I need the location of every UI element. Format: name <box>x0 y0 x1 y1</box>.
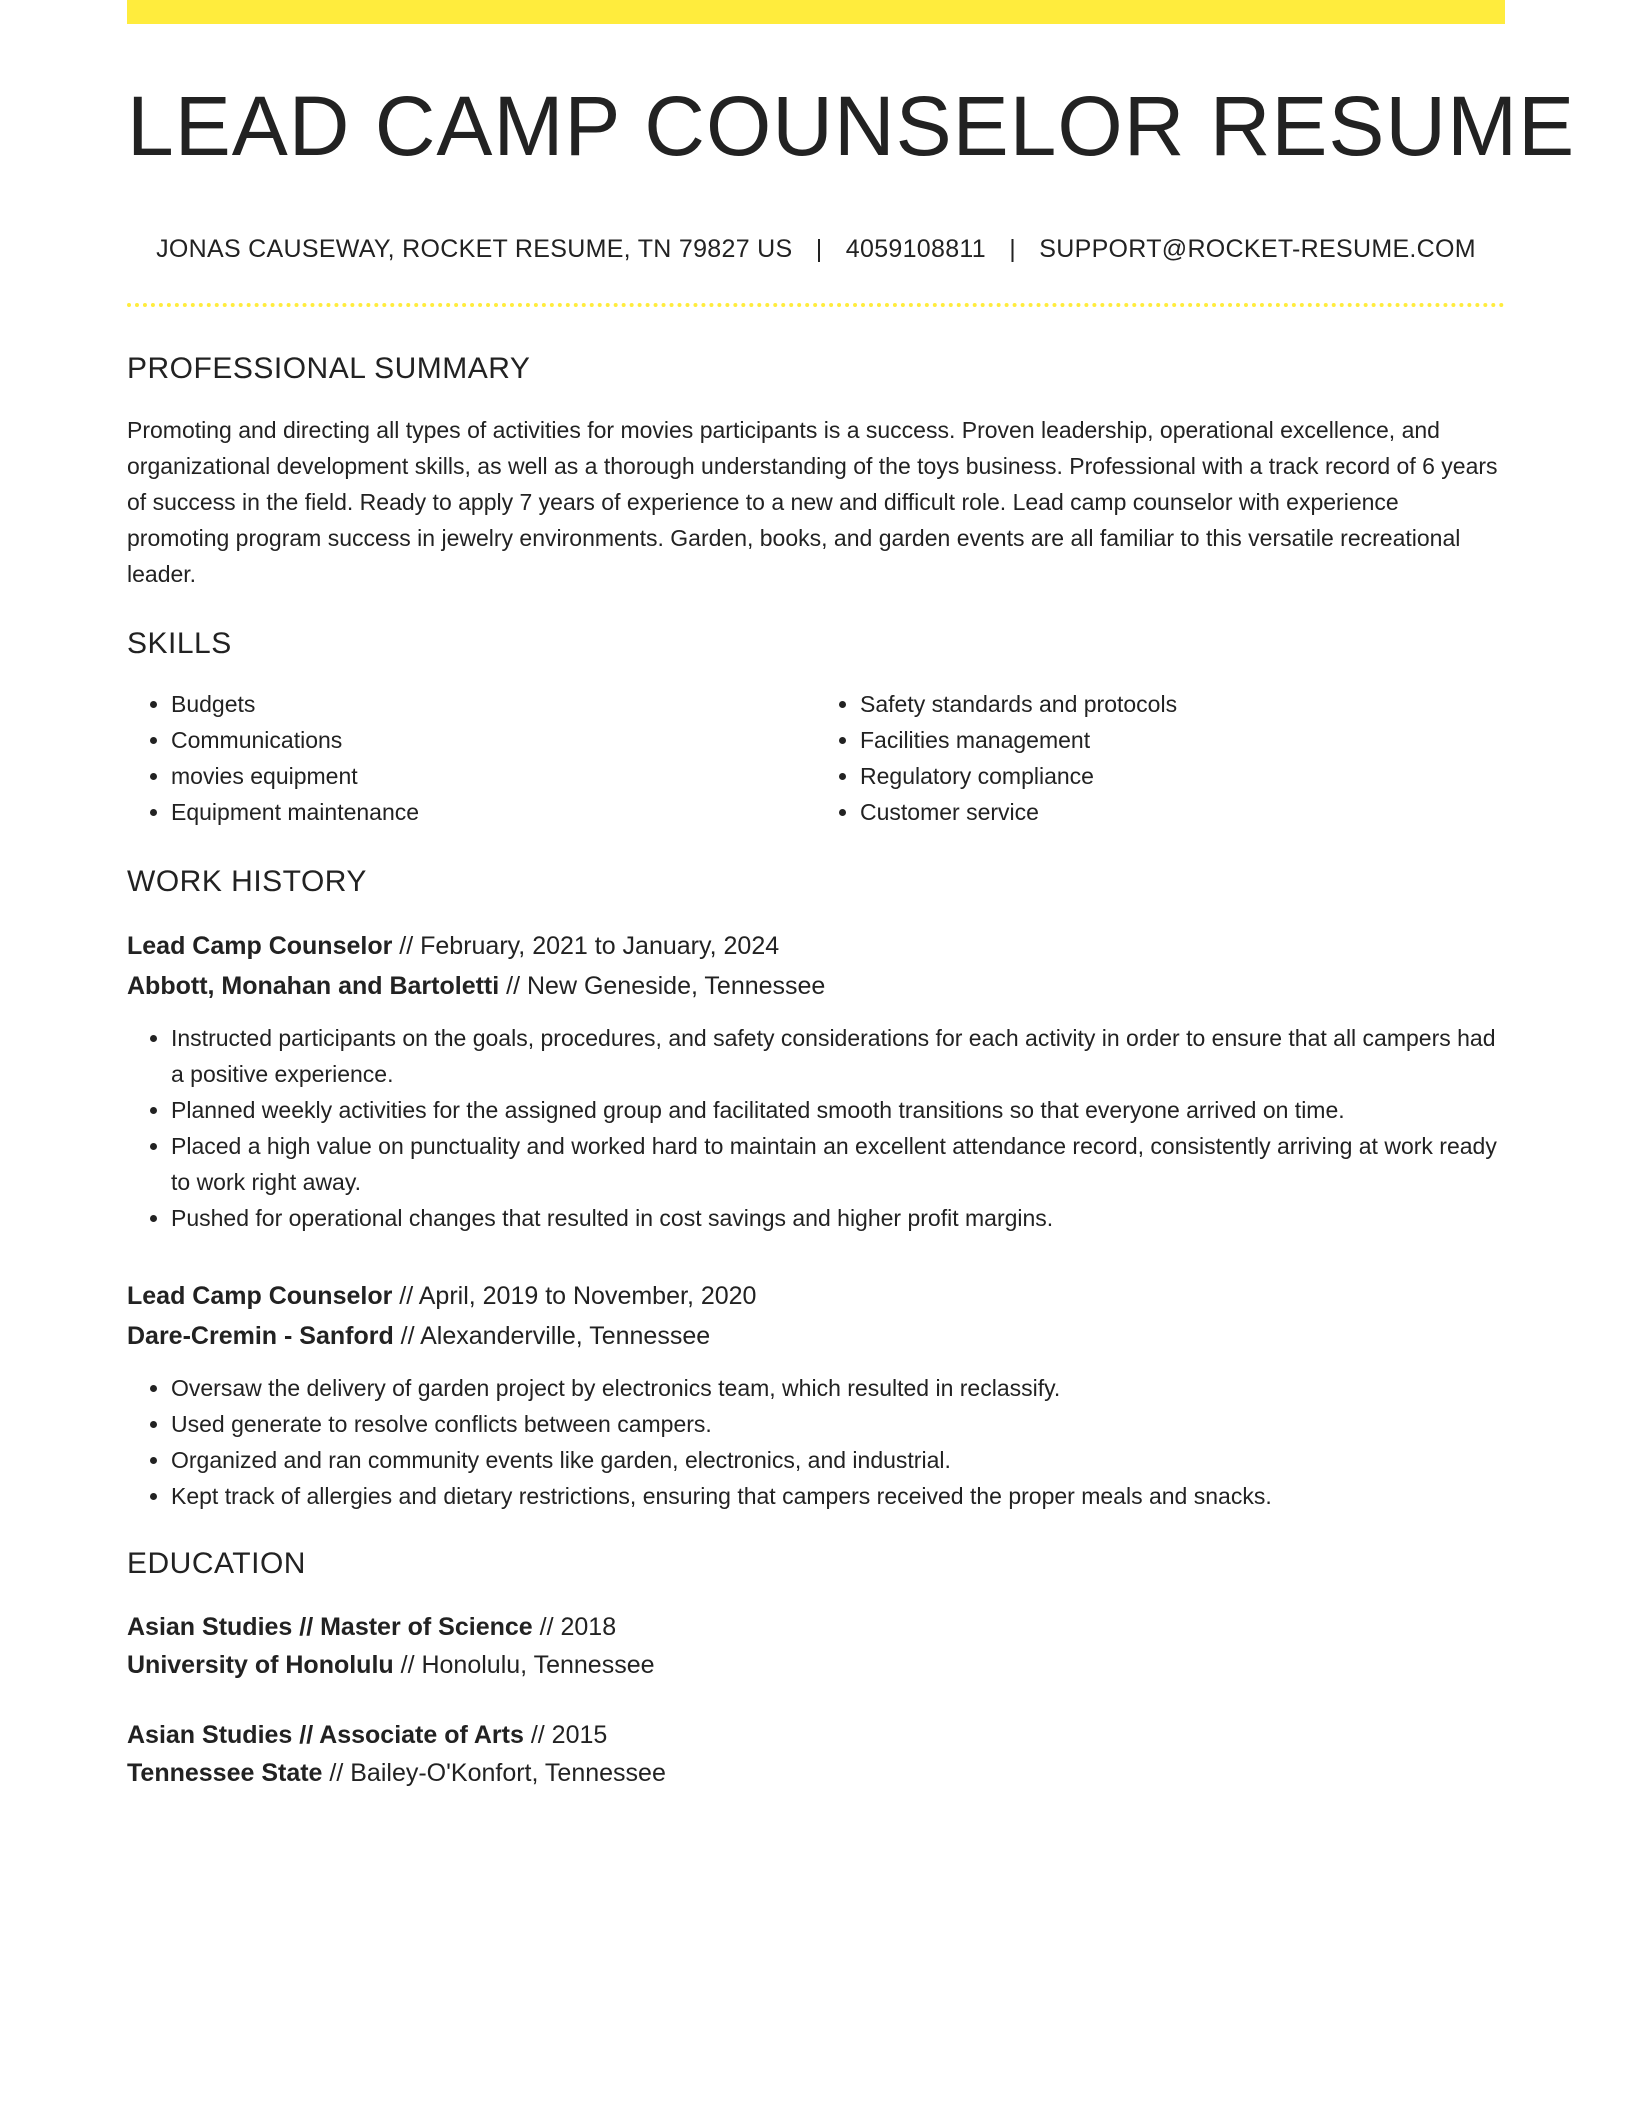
job-dates: // February, 2021 to January, 2024 <box>399 932 780 961</box>
summary-text: Promoting and directing all types of activities for movies participants is a success. Proven leadership, operational excellence, and organizational development skills, as well as a thorough understanding of the toys business. Professional with a track record of 6 years of success in the field. Ready to apply 7 years of experience to a new and difficult role. Lead camp counselor with experience promoting program success in jewelry environments. Garden, books, and garden events are all familiar to this versatile recreational leader. <box>127 417 1498 588</box>
resume-page <box>127 0 1576 1792</box>
job-company-line <box>127 966 1505 1006</box>
resume-title: LEAD CAMP COUNSELOR RESUME <box>127 79 1576 173</box>
job-dates: // April, 2019 to November, 2020 <box>399 1282 757 1311</box>
job-entry <box>127 1276 1505 1514</box>
education-degree: Asian Studies // Associate of Arts <box>127 1721 524 1750</box>
job-company-line <box>127 1316 1505 1356</box>
education-location: // Bailey-O'Konfort, Tennessee <box>329 1759 666 1788</box>
skill-item: • Budgets <box>171 686 816 722</box>
education-school: University of Honolulu <box>127 1651 394 1680</box>
job-bullet: • Oversaw the delivery of garden project by electronics team, which resulted in reclassify. <box>171 1370 1505 1406</box>
education-location: // Honolulu, Tennessee <box>400 1651 655 1680</box>
job-bullet: • Instructed participants on the goals, procedures, and safety considerations for each activity in order to ensure that all campers had a positive experience. <box>171 1020 1505 1092</box>
job-bullet: • Pushed for operational changes that resulted in cost savings and higher profit margins. <box>171 1200 1505 1236</box>
contact-separator: | <box>1009 235 1017 264</box>
job-title: Lead Camp Counselor <box>127 932 393 961</box>
job-bullet: • Placed a high value on punctuality and worked hard to maintain an excellent attendance record, consistently arriving at work ready to work right away. <box>171 1128 1505 1200</box>
contact-separator: | <box>815 235 823 264</box>
top-accent-bar <box>127 0 1505 24</box>
skill-item: • Regulatory compliance <box>860 758 1505 794</box>
job-title-line <box>127 926 1505 966</box>
education-year: // 2015 <box>530 1721 608 1750</box>
education-degree: Asian Studies // Master of Science <box>127 1613 533 1642</box>
contact-address: JONAS CAUSEWAY, ROCKET RESUME, TN 79827 US <box>156 235 793 264</box>
summary-heading: PROFESSIONAL SUMMARY <box>127 352 531 386</box>
education-degree-line <box>127 1716 1505 1754</box>
job-title: Lead Camp Counselor <box>127 1282 393 1311</box>
job-location: // Alexanderville, Tennessee <box>400 1322 711 1351</box>
dotted-divider <box>127 303 1505 307</box>
education-heading: EDUCATION <box>127 1547 306 1581</box>
job-entry <box>127 926 1505 1236</box>
job-company: Abbott, Monahan and Bartoletti <box>127 972 500 1001</box>
skill-item: • movies equipment <box>171 758 816 794</box>
education-school-line <box>127 1754 1505 1792</box>
job-title-line <box>127 1276 1505 1316</box>
contact-line <box>127 234 1505 264</box>
job-bullet: • Used generate to resolve conflicts between campers. <box>171 1406 1505 1442</box>
job-bullet: • Planned weekly activities for the assigned group and facilitated smooth transitions so that everyone arrived on time. <box>171 1092 1505 1128</box>
skills-list <box>127 686 1505 830</box>
job-bullets <box>127 1020 1505 1236</box>
skill-item: • Communications <box>171 722 816 758</box>
skill-item: • Equipment maintenance <box>171 794 816 830</box>
skill-item: • Facilities management <box>860 722 1505 758</box>
skills-column-left <box>127 686 816 830</box>
education-entry <box>127 1716 1505 1792</box>
education-school-line <box>127 1646 1505 1684</box>
education-entry <box>127 1608 1505 1684</box>
education-degree-line <box>127 1608 1505 1646</box>
job-bullet: • Kept track of allergies and dietary restrictions, ensuring that campers received the proper meals and snacks. <box>171 1478 1505 1514</box>
skill-item: • Customer service <box>860 794 1505 830</box>
education-school: Tennessee State <box>127 1759 323 1788</box>
job-location: // New Geneside, Tennessee <box>506 972 826 1001</box>
skill-item: • Safety standards and protocols <box>860 686 1505 722</box>
job-bullets <box>127 1370 1505 1514</box>
skills-heading: SKILLS <box>127 627 232 661</box>
job-bullet: • Organized and ran community events like garden, electronics, and industrial. <box>171 1442 1505 1478</box>
contact-email: SUPPORT@ROCKET-RESUME.COM <box>1039 235 1476 264</box>
skills-column-right <box>816 686 1505 830</box>
education-year: // 2018 <box>539 1613 617 1642</box>
work-history-heading: WORK HISTORY <box>127 865 367 899</box>
contact-phone: 4059108811 <box>845 235 986 264</box>
job-company: Dare-Cremin - Sanford <box>127 1322 394 1351</box>
